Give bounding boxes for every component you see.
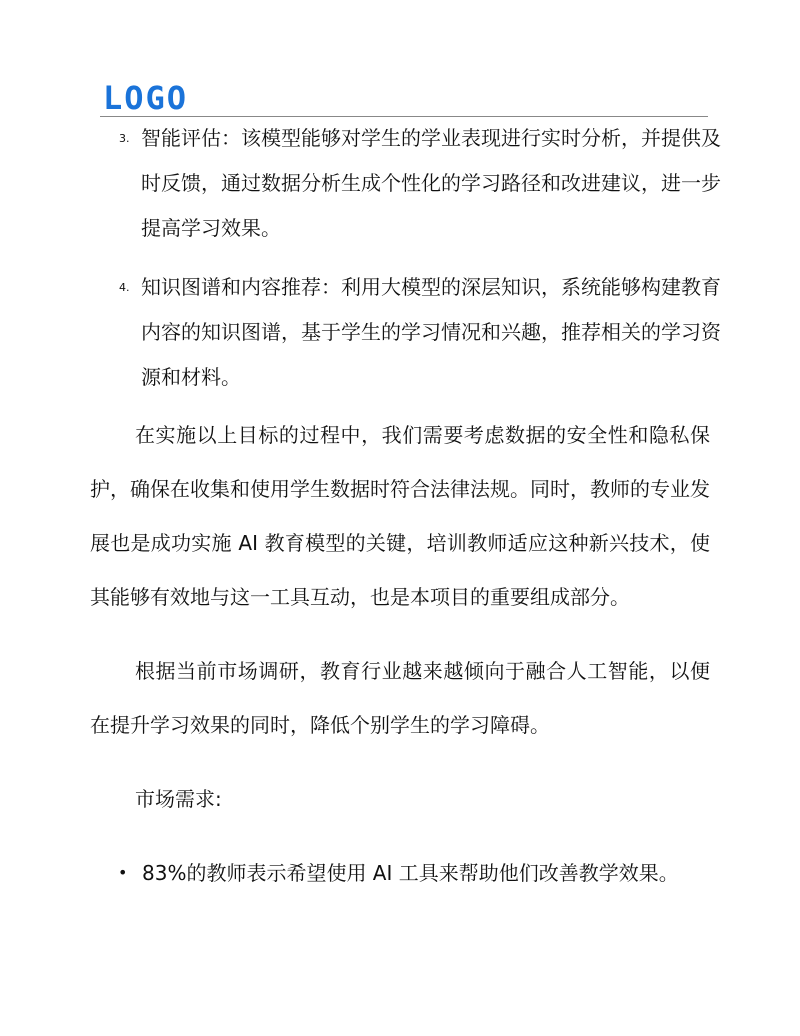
list-item	[119, 116, 721, 251]
bullet-text: 83%的教师表示希望使用 AI 工具来帮助他们改善教学效果。	[142, 861, 679, 885]
bullet-item	[118, 846, 720, 900]
bullet-icon: •	[118, 863, 128, 882]
list-item-number: 3.	[119, 132, 130, 145]
document-body	[80, 116, 720, 900]
paragraph: 市场需求:	[135, 787, 222, 811]
logo: LOGO	[103, 79, 189, 117]
list-item-text: 知识图谱和内容推荐：利用大模型的深层知识，系统能够构建教育内容的知识图谱，基于学生的学习情况和兴趣，推荐相关的学习资源和材料。	[141, 275, 721, 389]
list-item	[119, 265, 721, 400]
paragraph: 根据当前市场调研，教育行业越来越倾向于融合人工智能，以便在提升学习效果的同时，降低个别学生的学习障碍。	[90, 659, 710, 737]
list-item-text: 智能评估：该模型能够对学生的学业表现进行实时分析，并提供及时反馈，通过数据分析生成个性化的学习路径和改进建议，进一步提高学习效果。	[141, 126, 721, 240]
list-item-number: 4.	[119, 281, 130, 294]
paragraph: 在实施以上目标的过程中，我们需要考虑数据的安全性和隐私保护，确保在收集和使用学生数据时符合法律法规。同时，教师的专业发展也是成功实施 AI 教育模型的关键，培训教师适应这种新兴技术，使其能够有效地与这一工具互动，也是本项目的重要组成部分。	[90, 423, 710, 609]
